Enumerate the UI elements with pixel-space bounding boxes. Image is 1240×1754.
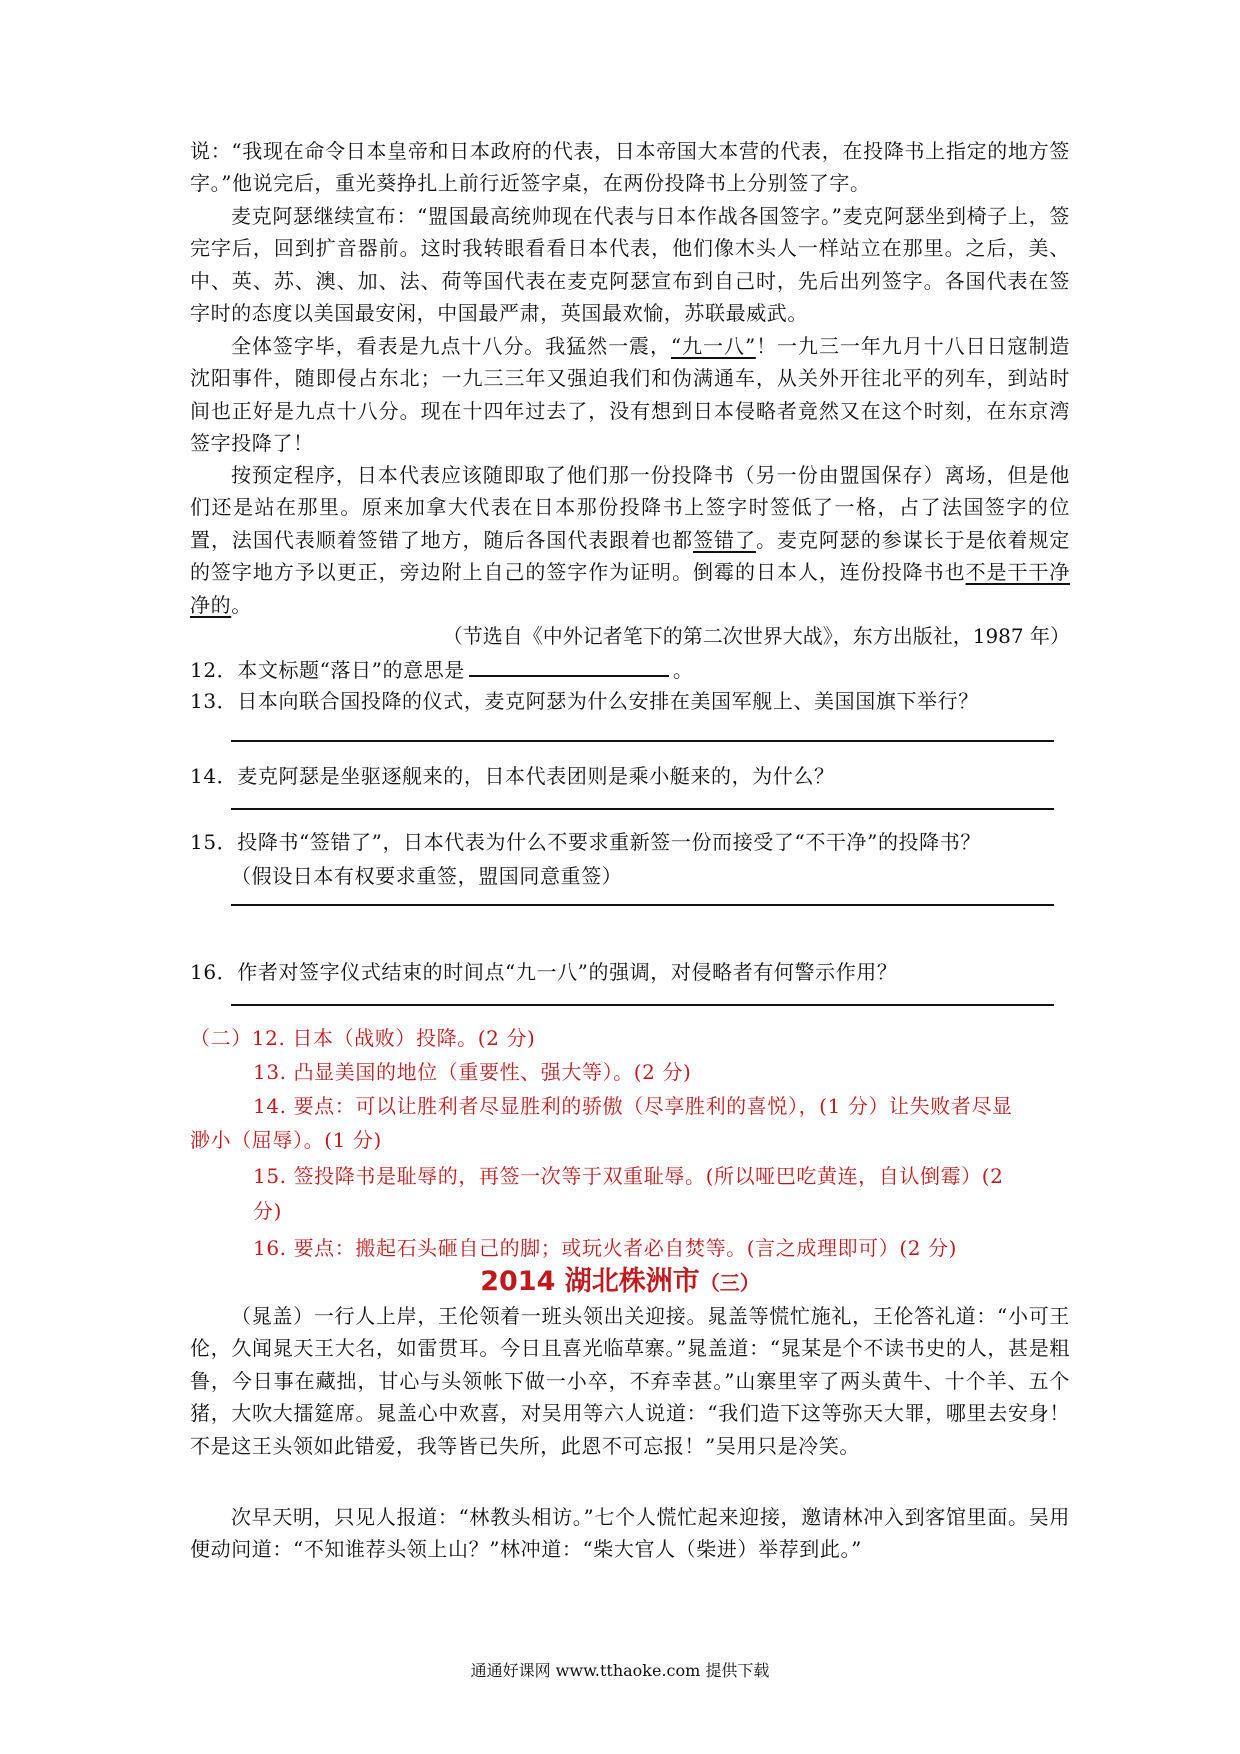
paragraph-text: （晁盖）一行人上岸，王伦领着一班头领出关迎接。晁盖等慌忙施礼，王伦答礼道：“小可王伦，久闻晁天王大名，如雷贯耳。今日且喜光临草寨。”晁盖道：“晁某是个不读书史的人，甚是粗鲁，今日事在藏拙，甘心与头领帐下做一小卒，不弃幸甚。”山寨里宰了两头黄牛、十个羊、五个猪，大吹大擂筵席。晁盖心中欢喜，对吴用等六人说道：“我们造下这等弥天大罪，哪里去安身！不是这王头领如此错爱，我等皆已失所，此恩不可忘报！”吴用只是冷笑。	[190, 1304, 1070, 1458]
question-15: 15．投降书“签错了”，日本代表为什么不要求重新签一份而接受了“不干净”的投降书？	[190, 830, 981, 854]
paragraph-text: 按预定程序，日本代表应该随即取了他们那一份投降书（另一份由盟国保存）离场，但是他们还是站在那里。原来加拿大代表在日本那份投降书上签字时签低了一格，占了法国签字的位置，法国代表顺着签错了地方，随后各国代表跟着也都	[190, 463, 1070, 552]
answer-15-line-1: 15. 签投降书是耻辱的，再签一次等于双重耻辱。(所以哑巴吃黄连，自认倒霉）(2	[253, 1164, 1004, 1188]
answer-13: 13. 凸显美国的地位（重要性、强大等）。(2 分)	[253, 1060, 692, 1084]
paragraph-text: 。麦克阿瑟的参谋长于是依着规定的签字地方予以更正，旁边附上自己的签字作为证明。倒霉的日本人，连份投降书也	[190, 527, 1071, 585]
underlined-phrase-918: “九一八”	[670, 334, 756, 358]
passage-paragraph-3	[190, 330, 1070, 460]
question-15-note: （假设日本有权要求重签，盟国同意重签）	[231, 864, 623, 888]
answer-line-15[interactable]	[231, 904, 1054, 906]
question-16: 16．作者对签字仪式结束的时间点“九一八”的强调，对侵略者有何警示作用？	[190, 960, 898, 984]
answer-12: （二）12. 日本（战败）投降。(2 分)	[190, 1026, 536, 1050]
passage-paragraph-2	[190, 200, 1070, 330]
answer-14-line-1: 14. 要点：可以让胜利者尽显胜利的骄傲（尽享胜利的喜悦），(1 分）让失败者尽显	[253, 1094, 1013, 1118]
question-text: 。	[672, 658, 694, 682]
answer-blank-12[interactable]	[469, 655, 669, 677]
question-12	[190, 654, 1070, 686]
question-13: 13．日本向联合国投降的仪式，麦克阿瑟为什么安排在美国军舰上、美国国旗下举行？	[190, 689, 979, 713]
answer-line-16[interactable]	[231, 1004, 1054, 1006]
underlined-phrase-signed-wrong: 签错了	[693, 527, 756, 552]
question-14: 14．麦克阿瑟是坐驱逐舰来的，日本代表团则是乘小艇来的，为什么？	[190, 764, 835, 788]
answer-16: 16. 要点：搬起石头砸自己的脚；或玩火者必自焚等。(言之成理即可）(2 分)	[253, 1236, 958, 1260]
passage2-paragraph-1	[190, 1300, 1070, 1462]
question-text: 12．本文标题“落日”的意思是	[190, 658, 465, 682]
passage2-paragraph-2	[190, 1501, 1070, 1566]
answer-14-line-2: 渺小（屈辱）。(1 分)	[190, 1128, 382, 1152]
paragraph-text: 全体签字毕，看表是九点十八分。我猛然一震，	[231, 334, 671, 358]
paragraph-text: 。	[231, 592, 252, 617]
section-title-suffix: （三）	[699, 1271, 760, 1295]
paragraph-text: 麦克阿瑟继续宣布：“盟国最高统帅现在代表与日本作战各国签字。”麦克阿瑟坐到椅子上，签完字后，回到扩音器前。这时我转眼看看日本代表，他们像木头人一样站立在那里。之后，美、中、英、苏、澳、加、法、荷等国代表在麦克阿瑟宣布到自己时，先后出列签字。各国代表在签字时的态度以美国最安闲，中国最严肃，英国最欢愉，苏联最威武。	[190, 204, 1070, 326]
paragraph-text: 说：“我现在命令日本皇帝和日本政府的代表，日本帝国大本营的代表，在投降书上指定的地方签字。”他说完后，重光葵挣扎上前行近签字桌，在两份投降书上分别签了字。	[190, 139, 1070, 196]
passage-paragraph-4	[190, 459, 1070, 621]
answer-line-13[interactable]	[231, 740, 1054, 742]
page-footer: 通通好课网 www.tthaoke.com 提供下载	[470, 1661, 770, 1680]
passage-paragraph-1	[190, 135, 1070, 200]
answer-15-line-2: 分)	[253, 1199, 283, 1223]
answer-line-14[interactable]	[231, 808, 1054, 810]
paragraph-text: 次早天明，只见人报道：“林教头相访。”七个人慌忙起来迎接，邀请林冲入到客馆里面。吴用便动问道：“不知谁荐头领上山？”林冲道：“柴大官人（柴进）举荐到此。”	[190, 1505, 1070, 1562]
underlined-phrase-not-clean: 不是干干净净的	[190, 560, 1071, 617]
source-citation: （节选自《中外记者笔下的第二次世界大战》，东方出版社，1987 年）	[442, 624, 1070, 648]
section-title	[0, 1265, 1240, 1300]
paragraph-text: ！一九三一年九月十八日日寇制造沈阳事件，随即侵占东北；一九三三年又强迫我们和伪满通车，从关外开往北平的列车，到站时间也正好是九点十八分。现在十四年过去了，没有想到日本侵略者竟然又在这个时刻，在东京湾签字投降了！	[190, 334, 1070, 456]
section-title-text: 2014 湖北株洲市	[480, 1266, 700, 1297]
